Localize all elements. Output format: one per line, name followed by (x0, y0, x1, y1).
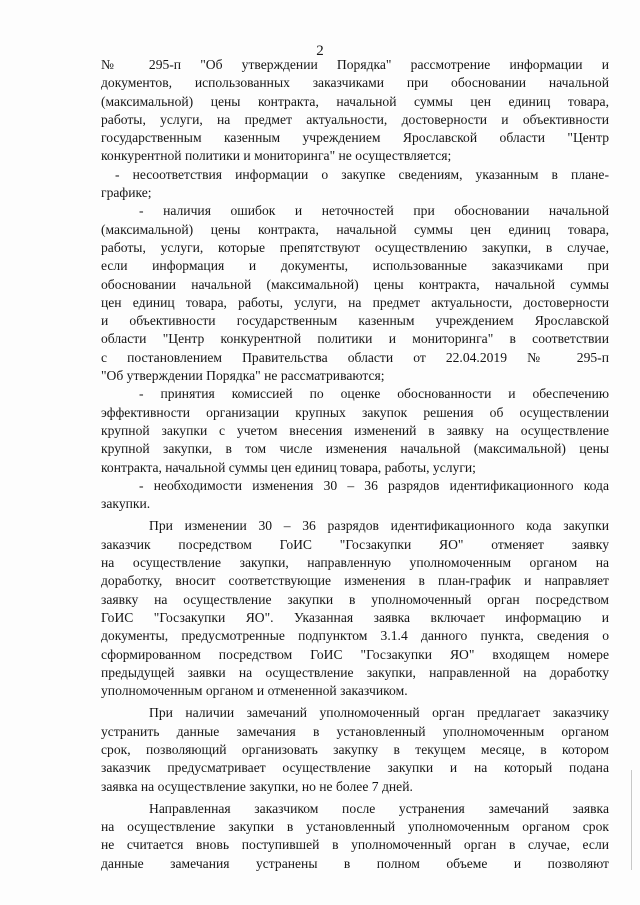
text-line: заявку на осуществление закупки в уполномоченный орган посредством (101, 591, 609, 607)
text-line: если информация и документы, использованные заказчиками при (101, 258, 609, 274)
text-line: не считается вновь поступившей в уполномоченный орган в случае, если (101, 837, 609, 853)
text-line: крупной закупки с учетом внесения изменений в заявку на осуществление (101, 422, 609, 438)
text-line: цен единиц товара, работы, услуги, на предмет актуальности, достоверности (101, 294, 609, 310)
text-line: документы, предусмотренные подпунктом 3.1.4 данного пункта, сведения о (101, 628, 609, 644)
text-line: заказчик предусматривает осуществление закупки и на который подана (101, 760, 609, 776)
paragraph-first-line: При наличии замечаний уполномоченный орган предлагает заказчику (149, 705, 609, 721)
text-line: обосновании начальной (максимальной) цены контракта, начальной суммы (101, 276, 609, 292)
list-item-line: - несоответствия информации о закупке сведениям, указанным в плане- (115, 166, 609, 182)
text-line: заказчик посредством ГоИС "Госзакупки ЯО" отменяет заявку (101, 536, 609, 552)
text-line: эффективности организации крупных закупок решения об осуществлении (101, 404, 609, 420)
text-line: контракта, начальной суммы цен единиц товара, работы, услуги; (101, 459, 476, 475)
text-line: документов, использованных заказчиками при обосновании начальной (101, 75, 609, 91)
paragraph-first-line: При изменении 30 – 36 разрядов идентификационного кода закупки (149, 518, 609, 534)
text-line: конкурентной политики и мониторинга" не осуществляется; (101, 148, 452, 164)
text-line: области "Центр конкурентной политики и мониторинга" в соответствии (101, 331, 609, 347)
text-line: предыдущей заявки на осуществление закупки, направленной на доработку (101, 664, 609, 680)
text-line: государственным казенным учреждением Ярославской области "Центр (101, 130, 609, 146)
text-line: работы, услуги, на предмет актуальности, достоверности и объективности (101, 111, 609, 127)
text-line: закупки. (101, 496, 151, 512)
text-line: заявка на осуществление закупки, но не более 7 дней. (101, 778, 413, 794)
text-line: на осуществление закупки в установленный уполномоченным органом срок (101, 819, 609, 835)
text-line: и объективности государственным казенным учреждением Ярославской (101, 313, 609, 329)
page-number: 2 (316, 43, 324, 59)
text-line: работы, услуги, которые препятствуют осуществлению закупки, в случае, (101, 239, 609, 255)
list-item-line: - наличия ошибок и неточностей при обосновании начальной (139, 203, 609, 219)
document-body (101, 56, 609, 873)
text-line: уполномоченным органом и отмененной заказчиком. (101, 683, 408, 699)
text-line: (максимальной) цены контракта, начальной суммы цен единиц товара, (101, 93, 609, 109)
text-line: данные замечания устранены в полном объеме и позволяют (101, 855, 609, 871)
list-item-line: - принятия комиссией по оценке обоснованности и обеспечению (139, 386, 609, 402)
text-line: ГоИС "Госзакупки ЯО". Указанная заявка включает информацию и (101, 609, 609, 625)
paragraph-first-line: Направленная заказчиком после устранения замечаний заявка (149, 800, 609, 816)
text-line: графике; (101, 185, 152, 201)
text-line: доработку, вносит соответствующие изменения в план-график и направляет (101, 573, 609, 589)
text-line: на осуществление закупки, направленную уполномоченным органом на (101, 555, 609, 571)
text-line: сформированном посредством ГоИС "Госзакупки ЯО" входящем номере (101, 646, 609, 662)
text-line: срок, позволяющий организовать закупку в текущем месяце, в котором (101, 741, 609, 757)
text-line: "Об утверждении Порядка" не рассматриваются; (101, 368, 385, 384)
text-line: с постановлением Правительства области от 22.04.2019 № 295-п (101, 349, 609, 365)
text-line: крупной закупки, в том числе изменения начальной (максимальной) цены (101, 441, 609, 457)
scan-edge-mark (631, 770, 632, 870)
list-item-line: - необходимости изменения 30 – 36 разрядов идентификационного кода (139, 477, 609, 493)
text-line: устранить данные замечания в установленный уполномоченным органом (101, 723, 609, 739)
text-line: (максимальной) цены контракта, начальной суммы цен единиц товара, (101, 221, 609, 237)
text-line: № 295-п "Об утверждении Порядка" рассмотрение информации и (101, 57, 609, 72)
